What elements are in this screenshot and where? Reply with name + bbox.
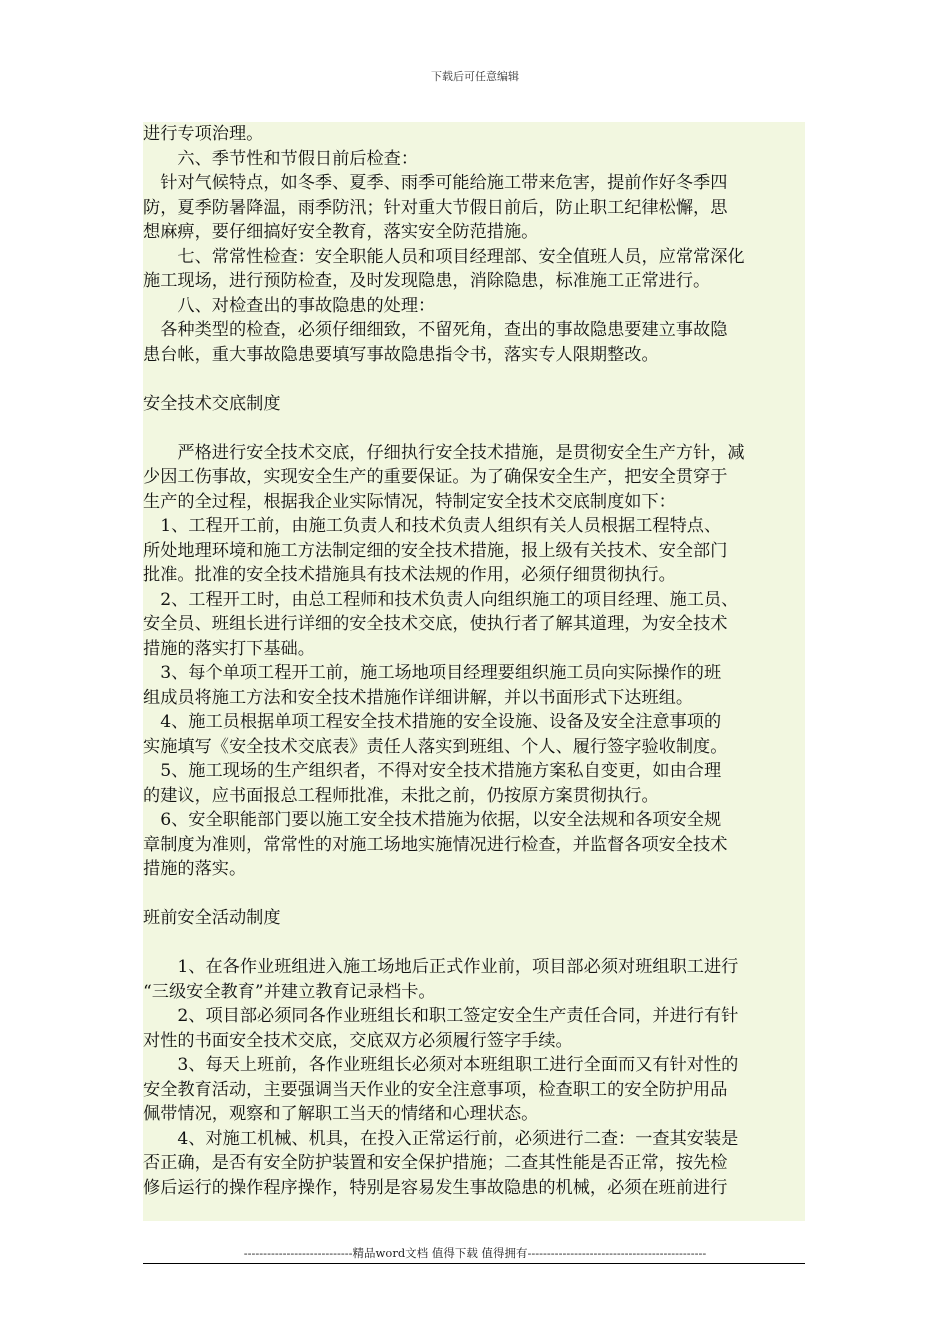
body-line: 七、常常性检查：安全职能人员和项目经理部、安全值班人员，应常常深化 bbox=[143, 246, 745, 267]
header-note: 下载后可任意编辑 bbox=[431, 70, 519, 83]
body-line: 六、季节性和节假日前后检查： bbox=[143, 148, 419, 169]
body-line: 1、工程开工前，由施工负责人和技术负责人组织有关人员根据工程特点、 bbox=[143, 516, 722, 536]
body-line: 3、每个单项工程开工前，施工场地项目经理要组织施工员向实际操作的班 bbox=[143, 663, 722, 683]
body-line: 对性的书面安全技术交底，交底双方必须履行签字手续。 bbox=[143, 1030, 573, 1051]
body-line: 的建议，应书面报总工程师批准，未批之前，仍按原方案贯彻执行。 bbox=[143, 785, 659, 806]
body-line: 章制度为准则，常常性的对施工场地实施情况进行检查，并监督各项安全技术 bbox=[143, 834, 728, 855]
footer-text: ----------------------------精品word文档 值得下载 值得拥有---------------------------------------------- bbox=[243, 1246, 707, 1260]
body-line: 安全员、班组长进行详细的安全技术交底，使执行者了解其道理，为安全技术 bbox=[143, 614, 728, 634]
body-line: 少因工伤事故，实现安全生产的重要保证。为了确保安全生产，把安全贯穿于 bbox=[143, 467, 728, 487]
body-line: 生产的全过程，根据我企业实际情况，特制定安全技术交底制度如下： bbox=[143, 491, 676, 512]
body-line: 安全教育活动，主要强调当天作业的安全注意事项，检查职工的安全防护用品 bbox=[143, 1079, 728, 1100]
body-line: 组成员将施工方法和安全技术措施作详细讲解，并以书面形式下达班组。 bbox=[143, 687, 694, 708]
body-line: 所处地理环境和施工方法制定细的安全技术措施，报上级有关技术、安全部门 bbox=[143, 540, 728, 561]
body-line: 2、工程开工时，由总工程师和技术负责人向组织施工的项目经理、施工员、 bbox=[143, 589, 739, 610]
body-line: 修后运行的操作程序操作，特别是容易发生事故隐患的机械，必须在班前进行 bbox=[143, 1177, 728, 1198]
blank-line bbox=[143, 931, 805, 956]
body-line: 批准。批准的安全技术措施具有技术法规的作用，必须仔细贯彻执行。 bbox=[143, 565, 676, 585]
body-line: 4、施工员根据单项工程安全技术措施的安全设施、设备及安全注意事项的 bbox=[143, 712, 722, 732]
body-line: 实施填写《安全技术交底表》责任人落实到班组、个人、履行签字验收制度。 bbox=[143, 736, 728, 757]
footer-divider bbox=[143, 1263, 805, 1264]
blank-line bbox=[143, 416, 805, 441]
body-line: 患台帐，重大事故隐患要填写事故隐患指令书，落实专人限期整改。 bbox=[143, 344, 659, 365]
body-line: 针对气候特点，如冬季、夏季、雨季可能给施工带来危害，提前作好冬季四 bbox=[143, 173, 728, 193]
body-line: 5、施工现场的生产组织者，不得对安全技术措施方案私自变更，如由合理 bbox=[143, 761, 722, 781]
body-line: 6、安全职能部门要以施工安全技术措施为依据，以安全法规和各项安全规 bbox=[143, 810, 722, 830]
body-line: 1、在各作业班组进入施工场地后正式作业前，项目部必须对班组职工进行 bbox=[143, 957, 739, 977]
body-line: 班前安全活动制度 bbox=[143, 908, 281, 928]
body-line: 否正确，是否有安全防护装置和安全保护措施；二查其性能是否正常，按先检 bbox=[143, 1153, 728, 1173]
body-line: 八、对检查出的事故隐患的处理： bbox=[143, 295, 436, 316]
body-line: 4、对施工机械、机具，在投入正常运行前，必须进行二查：一查其安装是 bbox=[143, 1128, 739, 1149]
body-line: 施工现场，进行预防检查，及时发现隐患，消除隐患，标准施工正常进行。 bbox=[143, 271, 711, 291]
body-line: 安全技术交底制度 bbox=[143, 393, 281, 414]
body-line: 2、项目部必须同各作业班组长和职工签定安全生产责任合同，并进行有针 bbox=[143, 1006, 739, 1026]
body-line: 严格进行安全技术交底，仔细执行安全技术措施，是贯彻安全生产方针，减 bbox=[143, 442, 745, 463]
document-body bbox=[143, 122, 805, 1221]
body-line: 各种类型的检查，必须仔细细致，不留死角，查出的事故隐患要建立事故隐 bbox=[143, 320, 728, 340]
body-line: 佩带情况，观察和了解职工当天的情绪和心理状态。 bbox=[143, 1104, 539, 1124]
body-line: 措施的落实。 bbox=[143, 859, 247, 879]
body-line: 措施的落实打下基础。 bbox=[143, 638, 315, 659]
body-line: “三级安全教育”并建立教育记录档卡。 bbox=[143, 981, 436, 1002]
body-line: 进行专项治理。 bbox=[143, 124, 264, 144]
blank-line bbox=[143, 367, 805, 392]
blank-line bbox=[143, 882, 805, 907]
body-line: 防，夏季防暑降温，雨季防汛；针对重大节假日前后，防止职工纪律松懈，思 bbox=[143, 197, 728, 218]
body-line: 想麻痹，要仔细搞好安全教育，落实安全防范措施。 bbox=[143, 222, 539, 242]
body-line: 3、每天上班前，各作业班组长必须对本班组职工进行全面而又有针对性的 bbox=[143, 1055, 739, 1075]
